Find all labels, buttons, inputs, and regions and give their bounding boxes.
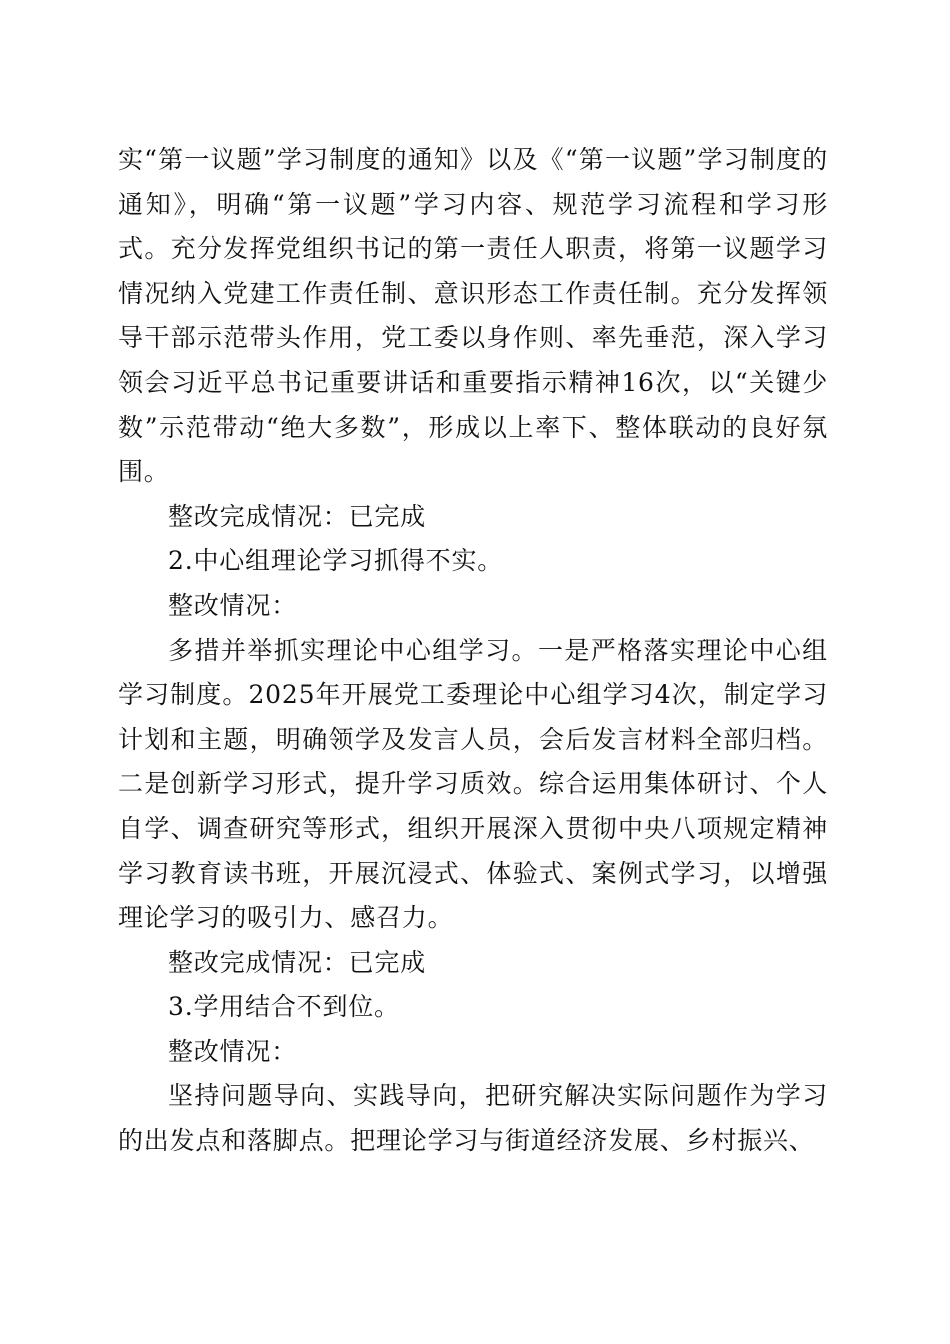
status-line: 整改完成情况：已完成	[168, 501, 427, 531]
paragraph-first-agenda-continuation: 实“第一议题”学习制度的通知》以及《“第一议题”学习制度的通知》，明确“第一议题”学习内容、规范学习流程和学习形式。充分发挥党组织书记的第一责任人职责，将第一议题学习情况纳入党建工作责任制、意识形态工作责任制。充分发挥领导干部示范带头作用，党工委以身作则、率先垂范，深入学习领会习近平总书记重要讲话和重要指示精神16次，以“关键少数”示范带动“绝大多数”，形成以上率下、整体联动的良好氛围。	[118, 145, 828, 487]
status-line: 整改完成情况：已完成	[168, 947, 427, 977]
document-body	[118, 138, 828, 1164]
paragraph-theory-study: 多措并举抓实理论中心组学习。一是严格落实理论中心组学习制度。2025年开展党工委理论中心组学习4次，制定学习计划和主题，明确领学及发言人员，会后发言材料全部归档。二是创新学习形式，提升学习质效。综合运用集体研讨、个人自学、调查研究等形式，组织开展深入贯彻中央八项规定精神学习教育读书班，开展沉浸式、体验式、案例式学习，以增强理论学习的吸引力、感召力。	[118, 635, 828, 933]
rectification-label: 整改情况：	[168, 590, 298, 620]
rectification-label: 整改情况：	[168, 1036, 298, 1066]
issue-heading: 2.中心组理论学习抓得不实。	[168, 546, 504, 576]
paragraph-problem-oriented: 坚持问题导向、实践导向，把研究解决实际问题作为学习的出发点和落脚点。把理论学习与街道经济发展、乡村振兴、	[118, 1081, 828, 1156]
issue-heading: 3.学用结合不到位。	[168, 992, 400, 1022]
